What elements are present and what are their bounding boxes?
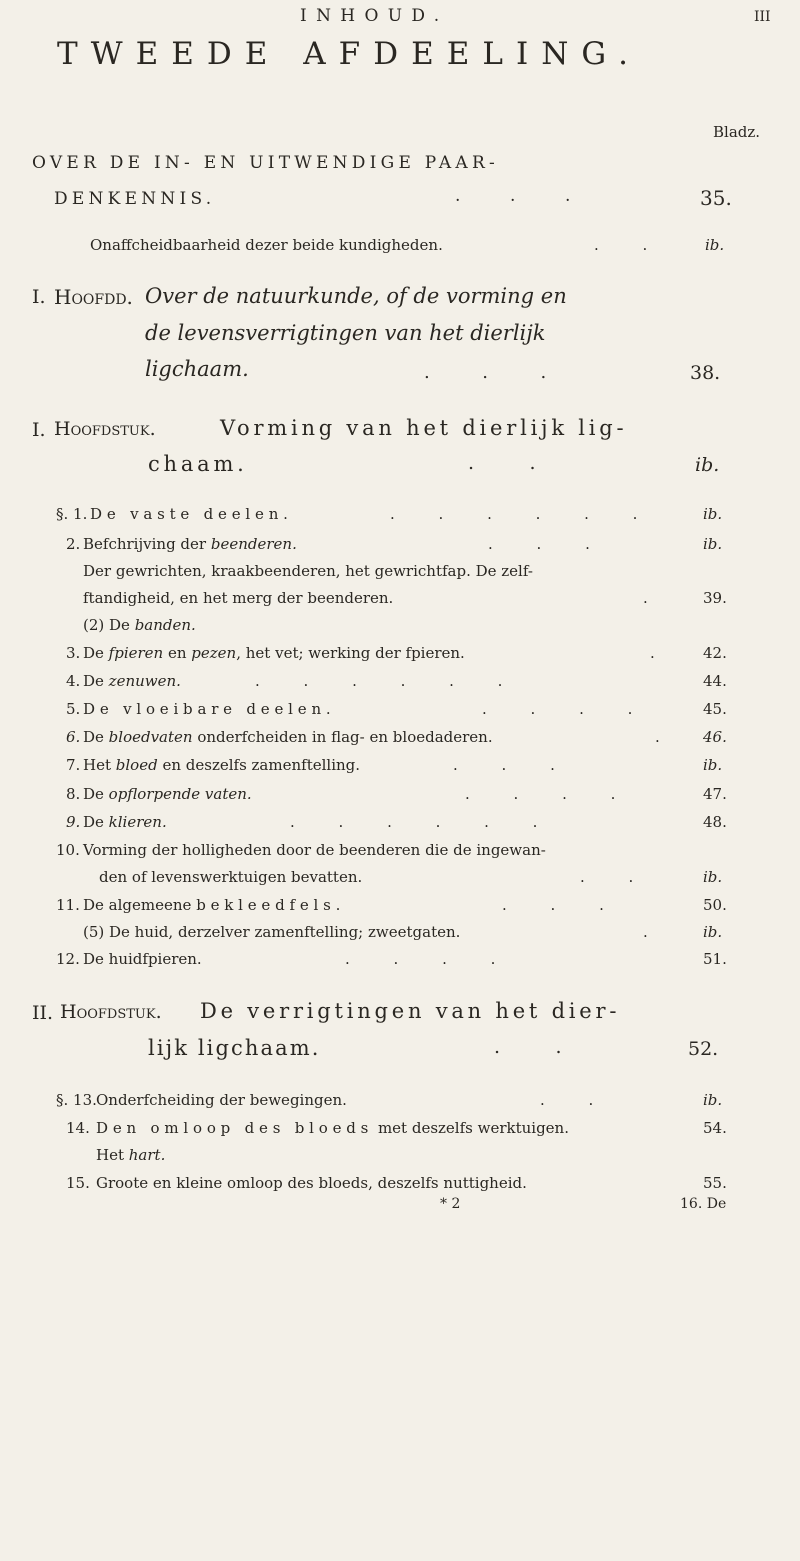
entry-text: De vloeibare deelen.	[83, 700, 336, 718]
leader-dots: . . .	[502, 896, 624, 914]
entry-num: 15.	[66, 1174, 90, 1192]
entry-num: 7.	[66, 756, 81, 774]
hoofddeel-number: I.	[32, 286, 46, 308]
entry-page: 44.	[703, 672, 727, 690]
leader-dots: . . . .	[482, 700, 652, 718]
entry-page: ib.	[703, 1091, 723, 1109]
hoofddeel-line1: Over de natuurkunde, of de vorming en	[145, 284, 567, 308]
leader-dots: . . .	[453, 756, 575, 774]
part-subtitle: Onaffcheidbaarheid dezer beide kundigheden.	[90, 236, 443, 254]
entry-num: 8.	[66, 785, 81, 803]
hoofddeel-line3: ligchaam.	[145, 357, 249, 381]
chapter1-number: I.	[32, 419, 46, 441]
entry-text: Onderfcheiding der bewegingen.	[96, 1091, 347, 1109]
entry-text: De algemeene bekleedfels.	[83, 896, 346, 914]
hoofddeel-label: Hoofdd.	[54, 285, 133, 309]
entry-num: 4.	[66, 672, 81, 690]
part-subtitle-page: ib.	[705, 236, 725, 254]
leader-dots: .	[655, 728, 680, 746]
chapter2-page: 52.	[688, 1038, 719, 1060]
leader-dots: . .	[468, 452, 561, 474]
hoofddeel-page: 38.	[690, 362, 721, 384]
entry-text: De fpieren en pezen, het vet; werking der fpieren.	[83, 644, 465, 662]
entry-page: 46.	[703, 728, 727, 746]
entry-text: Der gewrichten, kraakbeenderen, het gewrichtfap. De zelf-	[83, 562, 533, 580]
entry-text: ftandigheid, en het merg der beenderen.	[83, 589, 394, 607]
entry-text: Het hart.	[96, 1146, 166, 1164]
entry-num: §. 1.	[56, 505, 88, 523]
leader-dots: .	[643, 589, 668, 607]
hoofddeel-line2: de levensverrigtingen van het dierlijk	[145, 321, 546, 345]
entry-num: 12.	[56, 950, 80, 968]
entry-page: ib.	[703, 535, 723, 553]
entry-text: Befchrijving der beenderen.	[83, 535, 297, 553]
part-title-line2: DENKENNIS.	[54, 189, 216, 209]
part-title-line1: OVER DE IN- EN UITWENDIGE PAAR-	[32, 153, 500, 173]
entry-page: 42.	[703, 644, 727, 662]
entry-page: 50.	[703, 896, 727, 914]
chapter2-title-line2: lijk ligchaam.	[148, 1036, 321, 1060]
entry-text: De opflorpende vaten.	[83, 785, 252, 803]
leader-dots: . . . . . .	[255, 672, 522, 690]
entry-page: 45.	[703, 700, 727, 718]
entry-text: De huidfpieren.	[83, 950, 202, 968]
entry-num: 3.	[66, 644, 81, 662]
chapter2-label: Hoofdstuk.	[60, 1001, 162, 1023]
part-page: 35.	[700, 186, 732, 210]
entry-text: Den omloop des bloeds met deszelfs werktuigen.	[96, 1119, 569, 1137]
entry-num: 14.	[66, 1119, 90, 1137]
entry-text: (2) De banden.	[83, 616, 196, 634]
entry-text: De zenuwen.	[83, 672, 181, 690]
entry-page: ib.	[703, 923, 723, 941]
entry-page: 39.	[703, 589, 727, 607]
chapter1-title-line2: chaam.	[148, 452, 248, 476]
entry-num: 11.	[56, 896, 80, 914]
entry-page: 51.	[703, 950, 727, 968]
leader-dots: . .	[540, 1091, 613, 1109]
running-head-title: INHOUD.	[300, 6, 449, 26]
entry-page: 54.	[703, 1119, 727, 1137]
entry-text: De klieren.	[83, 813, 167, 831]
entry-page: ib.	[703, 505, 723, 523]
entry-num: 10.	[56, 841, 80, 859]
entry-page: ib.	[703, 868, 723, 886]
page-number: III	[754, 9, 771, 25]
entry-text: De bloedvaten onderfcheiden in flag- en bloedaderen.	[83, 728, 493, 746]
signature-mark: * 2	[440, 1196, 461, 1212]
entry-num: 9.	[66, 813, 81, 831]
bladz-label: Bladz.	[713, 123, 761, 141]
catchword: 16. De	[680, 1196, 727, 1212]
leader-dots: . . .	[455, 186, 593, 206]
chapter1-label: Hoofdstuk.	[54, 418, 156, 440]
chapter1-page: ib.	[695, 454, 720, 476]
entry-page: 47.	[703, 785, 727, 803]
leader-dots: . .	[494, 1036, 587, 1058]
leader-dots: .	[650, 644, 675, 662]
entry-text: den of levenswerktuigen bevatten.	[99, 868, 363, 886]
chapter1-title-line1: Vorming van het dierlijk lig-	[220, 416, 628, 440]
chapter2-title-line1: De verrigtingen van het dier-	[200, 999, 621, 1023]
leader-dots: . . . .	[465, 785, 635, 803]
entry-num: 6.	[66, 728, 81, 746]
entry-text: Het bloed en deszelfs zamenftelling.	[83, 756, 361, 774]
leader-dots: . . . . . .	[390, 505, 657, 523]
entry-num: 2.	[66, 535, 81, 553]
entry-num: 5.	[66, 700, 81, 718]
leader-dots: . . .	[424, 362, 570, 383]
entry-text: De vaste deelen.	[90, 505, 293, 523]
entry-num: §. 13.	[56, 1091, 97, 1109]
entry-text: Groote en kleine omloop des bloeds, deszelfs nuttigheid.	[96, 1174, 527, 1192]
leader-dots: .	[643, 923, 668, 941]
entry-page: 55.	[703, 1174, 727, 1192]
leader-dots: . . . .	[345, 950, 515, 968]
section-title: TWEEDE AFDEELING.	[57, 36, 641, 72]
leader-dots: . .	[594, 236, 667, 254]
entry-page: 48.	[703, 813, 727, 831]
leader-dots: . . . . . .	[290, 813, 557, 831]
leader-dots: . .	[580, 868, 653, 886]
leader-dots: . . .	[488, 535, 610, 553]
entry-text: Vorming der holligheden door de beenderen die de ingewan-	[83, 841, 546, 859]
entry-text: (5) De huid, derzelver zamenftelling; zweetgaten.	[83, 923, 461, 941]
entry-page: ib.	[703, 756, 723, 774]
chapter2-number: II.	[32, 1002, 54, 1024]
